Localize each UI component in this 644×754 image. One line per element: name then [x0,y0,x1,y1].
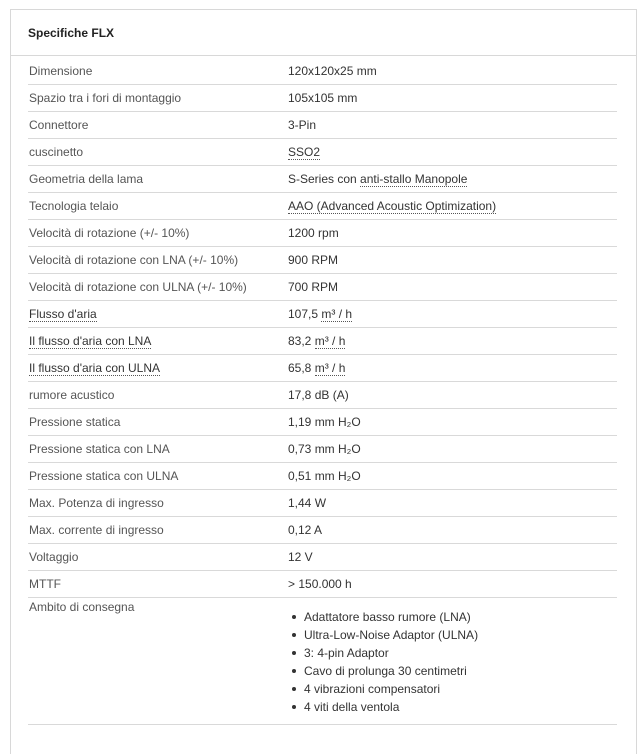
spec-label: Velocità di rotazione con LNA (+/- 10%) [29,253,239,267]
airflow-lna-tooltip-link[interactable]: Il flusso d'aria con LNA [29,334,152,348]
spec-label: Dimensione [29,64,93,78]
aao-tooltip-link[interactable]: AAO (Advanced Acoustic Optimization) [288,199,497,213]
spec-label: Max. Potenza di ingresso [29,496,164,510]
spec-label: Velocità di rotazione con ULNA (+/- 10%) [29,280,247,294]
spec-label: Geometria della lama [29,172,144,186]
anti-stall-tooltip-link[interactable]: anti-stallo Manopole [360,172,468,186]
airflow-tooltip-link[interactable]: Flusso d'aria [29,307,97,321]
spec-value: 0,51 mm H₂O [288,469,361,483]
spec-value [288,598,617,716]
spec-row-max-power [28,490,617,517]
list-item: Ultra-Low-Noise Adaptor (ULNA) [304,626,617,644]
spec-label: cuscinetto [29,145,84,159]
spec-label: Max. corrente di ingresso [29,523,164,537]
spec-row-delivery [28,598,617,725]
spec-value: 17,8 dB (A) [288,388,349,402]
spec-row-airflow-lna [28,328,617,355]
spec-value: 120x120x25 mm [288,64,377,78]
spec-label: Spazio tra i fori di montaggio [29,91,182,105]
spec-row-pressure-lna [28,436,617,463]
spec-value: > 150.000 h [288,577,352,591]
spec-label: Ambito di consegna [29,600,135,614]
spec-row-airflow-ulna [28,355,617,382]
spec-value [288,199,617,213]
spec-value: 700 RPM [288,280,339,294]
spec-label: rumore acustico [29,388,115,402]
spec-row-speed-ulna [28,274,617,301]
spec-row-blade-geometry [28,166,617,193]
spec-value: 1,19 mm H₂O [288,415,361,429]
specs-panel [10,9,637,754]
spec-row-voltage [28,544,617,571]
spec-value [288,172,617,186]
spec-row-hole-spacing [28,85,617,112]
spec-row-connector [28,112,617,139]
specs-title: Specifiche FLX [28,25,115,40]
airflow-unit-link[interactable]: m³ / h [321,307,353,321]
spec-label: Pressione statica con LNA [29,442,170,456]
spec-value [288,361,617,375]
spec-table [28,58,617,725]
spec-row-pressure-ulna [28,463,617,490]
spec-row-dimension [28,58,617,85]
spec-label: Pressione statica con ULNA [29,469,179,483]
list-item: 3: 4-pin Adaptor [304,644,617,662]
spec-row-speed [28,220,617,247]
spec-row-bearing [28,139,617,166]
list-item: Cavo di prolunga 30 centimetri [304,662,617,680]
spec-value: 12 V [288,550,313,564]
spec-row-speed-lna [28,247,617,274]
blade-geometry-prefix: S-Series con [288,172,361,186]
spec-value [288,334,617,348]
spec-row-pressure [28,409,617,436]
spec-label: Velocità di rotazione (+/- 10%) [29,226,190,240]
airflow-lna-number: 83,2 [288,334,315,348]
spec-value: 0,12 A [288,523,323,537]
spec-value: 1,44 W [288,496,327,510]
list-item: 4 vibrazioni compensatori [304,680,617,698]
spec-value: 0,73 mm H₂O [288,442,361,456]
spec-value: 3-Pin [288,118,317,132]
spec-row-frame-tech [28,193,617,220]
spec-label: Voltaggio [29,550,79,564]
spec-value: 900 RPM [288,253,339,267]
spec-row-noise [28,382,617,409]
airflow-number: 107,5 [288,307,322,321]
list-item: 4 viti della ventola [304,698,617,716]
spec-value: 105x105 mm [288,91,358,105]
airflow-ulna-tooltip-link[interactable]: Il flusso d'aria con ULNA [29,361,161,375]
delivery-list [288,608,617,716]
specs-header [11,10,636,56]
spec-row-airflow [28,301,617,328]
spec-row-mttf [28,571,617,598]
airflow-ulna-number: 65,8 [288,361,315,375]
spec-label: Tecnologia telaio [29,199,119,213]
list-item: Adattatore basso rumore (LNA) [304,608,617,626]
airflow-lna-unit-link[interactable]: m³ / h [314,334,346,348]
spec-label: Connettore [29,118,89,132]
spec-label: MTTF [29,577,61,591]
airflow-ulna-unit-link[interactable]: m³ / h [314,361,346,375]
spec-row-max-current [28,517,617,544]
spec-label: Pressione statica [29,415,121,429]
spec-value [288,307,617,321]
spec-value [288,145,617,159]
spec-value: 1200 rpm [288,226,339,240]
bearing-tooltip-link[interactable]: SSO2 [288,145,321,159]
